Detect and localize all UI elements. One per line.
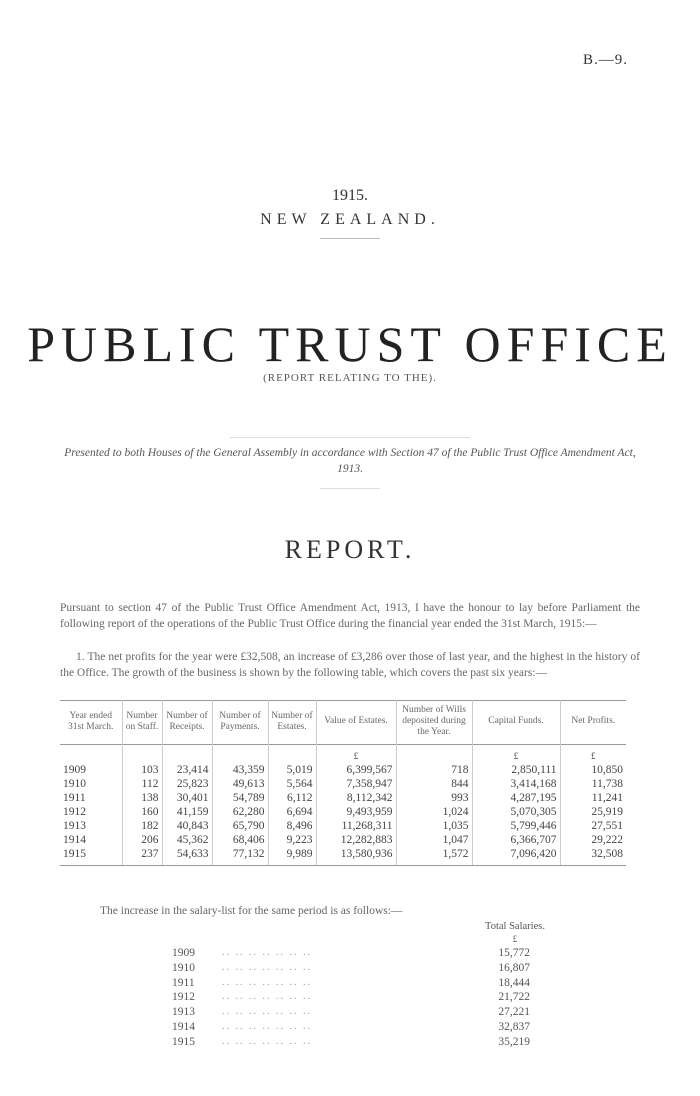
staff-cell: 206 xyxy=(122,833,162,847)
year-cell: 1910 xyxy=(60,777,122,791)
estates-cell: 9,223 xyxy=(268,833,316,847)
receipts-cell: 30,401 xyxy=(162,791,212,805)
staff-cell: 103 xyxy=(122,763,162,777)
document-title: PUBLIC TRUST OFFICE xyxy=(27,316,673,372)
wills-cell: 1,047 xyxy=(396,833,472,847)
unit-cell xyxy=(212,745,268,764)
salary-year: 1915 xyxy=(172,1035,195,1048)
table-row xyxy=(60,847,626,866)
salary-unit: £ xyxy=(512,934,518,944)
salary-value: 16,807 xyxy=(498,961,530,974)
profits-cell: 11,738 xyxy=(591,778,623,790)
unit-cell xyxy=(162,745,212,764)
divider xyxy=(320,488,380,489)
payments-cell: 62,280 xyxy=(212,805,268,819)
salary-row xyxy=(172,1020,530,1035)
unit-cell xyxy=(268,745,316,764)
estates-cell: 9,989 xyxy=(268,847,316,866)
salary-column-header: Total Salaries. xyxy=(485,921,545,932)
col-header-year: Year ended 31st March. xyxy=(60,701,122,745)
wills-cell: 844 xyxy=(396,777,472,791)
salary-value: 15,772 xyxy=(498,947,530,959)
payments-cell: 43,359 xyxy=(212,763,268,777)
wills-cell: 993 xyxy=(396,791,472,805)
dot-leader: .. .. .. .. .. .. .. xyxy=(222,991,312,1003)
salary-row xyxy=(172,946,530,961)
salary-value: 18,444 xyxy=(498,976,530,989)
salary-row xyxy=(172,961,530,976)
payments-cell: 65,790 xyxy=(212,819,268,833)
year-cell: 1912 xyxy=(60,805,122,819)
capital-cell: 7,096,420 xyxy=(472,847,560,866)
dot-leader: .. .. .. .. .. .. .. xyxy=(222,947,312,958)
publication-year: 1915. xyxy=(332,187,368,204)
table-row xyxy=(60,819,626,833)
country-heading: NEW ZEALAND. xyxy=(260,211,440,228)
unit-cell xyxy=(60,745,122,764)
table-header-row xyxy=(60,701,626,745)
dot-leader: .. .. .. .. .. .. .. xyxy=(222,976,312,988)
salary-row xyxy=(172,976,530,991)
year-cell: 1913 xyxy=(60,819,122,833)
salary-value: 21,722 xyxy=(498,991,530,1004)
salary-year: 1911 xyxy=(172,976,195,989)
dot-leader: .. .. .. .. .. .. .. xyxy=(222,1006,312,1018)
salary-row xyxy=(172,1035,530,1050)
salary-row xyxy=(172,1005,530,1020)
dot-leader: .. .. .. .. .. .. .. xyxy=(222,1020,312,1032)
salary-intro: The increase in the salary-list for the same period is as follows:— xyxy=(100,905,403,917)
salary-year: 1913 xyxy=(172,1006,195,1019)
estates-cell: 6,694 xyxy=(268,805,316,819)
staff-cell: 237 xyxy=(122,847,162,866)
payments-cell: 77,132 xyxy=(212,847,268,866)
estates-cell: 8,496 xyxy=(268,819,316,833)
table-row xyxy=(60,805,626,819)
unit-cell xyxy=(396,745,472,764)
receipts-cell: 54,633 xyxy=(162,847,212,866)
unit-cell: £ xyxy=(591,751,596,761)
salary-value: 32,837 xyxy=(498,1020,530,1033)
unit-cell xyxy=(122,745,162,764)
value-cell: 11,268,311 xyxy=(316,819,396,833)
value-cell: 13,580,936 xyxy=(316,847,396,866)
profits-cell: 29,222 xyxy=(591,834,623,846)
staff-cell: 160 xyxy=(122,805,162,819)
salary-value: 27,221 xyxy=(498,1006,530,1019)
table-row xyxy=(60,777,626,791)
table-row xyxy=(60,833,626,847)
profits-cell: 27,551 xyxy=(591,820,623,832)
col-header-staff: Number on Staff. xyxy=(122,701,162,745)
units-row xyxy=(60,745,626,764)
receipts-cell: 40,843 xyxy=(162,819,212,833)
value-cell: 6,399,567 xyxy=(316,763,396,777)
col-header-capital: Capital Funds. xyxy=(472,701,560,745)
capital-cell: 5,799,446 xyxy=(472,819,560,833)
col-header-value: Value of Estates. xyxy=(316,701,396,745)
staff-cell: 182 xyxy=(122,819,162,833)
capital-cell: 2,850,111 xyxy=(472,763,560,777)
dot-leader: .. .. .. .. .. .. .. xyxy=(222,961,312,973)
payments-cell: 68,406 xyxy=(212,833,268,847)
profits-cell: 11,241 xyxy=(591,792,623,804)
value-cell: 7,358,947 xyxy=(316,777,396,791)
salary-year: 1910 xyxy=(172,961,195,974)
dot-leader: .. .. .. .. .. .. .. xyxy=(222,1035,312,1047)
document-subtitle: (REPORT RELATING TO THE). xyxy=(263,372,437,384)
salary-row xyxy=(172,990,530,1005)
unit-cell: £ xyxy=(316,745,396,764)
receipts-cell: 41,159 xyxy=(162,805,212,819)
report-heading: REPORT. xyxy=(284,535,416,564)
salary-year: 1914 xyxy=(172,1020,195,1033)
divider xyxy=(320,238,380,239)
receipts-cell: 23,414 xyxy=(162,763,212,777)
receipts-cell: 45,362 xyxy=(162,833,212,847)
col-header-estates: Number of Estates. xyxy=(268,701,316,745)
profits-cell: 32,508 xyxy=(560,847,626,866)
intro-text: Pursuant to section 47 of the Public Trust Office Amendment Act, 1913, I have the honour to lay before Parliament the following report of the operations of the Public Trust Office during the financial year ended the 31st March, 1915:— xyxy=(60,602,640,630)
value-cell: 9,493,959 xyxy=(316,805,396,819)
estates-cell: 5,564 xyxy=(268,777,316,791)
wills-cell: 718 xyxy=(396,763,472,777)
page-reference: B.—9. xyxy=(582,52,628,68)
salary-table xyxy=(172,946,530,1050)
year-cell: 1914 xyxy=(60,833,122,847)
presentation-note: Presented to both Houses of the General Assembly in accordance with Section 47 of the Public Trust Office Amendment Act, 1913. xyxy=(64,447,636,475)
col-header-wills: Number of Wills deposited during the Year. xyxy=(396,701,472,745)
capital-cell: 3,414,168 xyxy=(472,777,560,791)
profits-cell: 10,850 xyxy=(591,764,623,776)
year-cell: 1911 xyxy=(60,791,122,805)
wills-cell: 1,572 xyxy=(396,847,472,866)
col-header-receipts: Number of Receipts. xyxy=(162,701,212,745)
table-row xyxy=(60,763,626,777)
estates-cell: 6,112 xyxy=(268,791,316,805)
estates-cell: 5,019 xyxy=(268,763,316,777)
net-profits-paragraph xyxy=(60,649,640,681)
staff-cell: 138 xyxy=(122,791,162,805)
unit-cell: £ xyxy=(472,745,560,764)
divider xyxy=(230,437,470,438)
capital-cell: 6,366,707 xyxy=(472,833,560,847)
receipts-cell: 25,823 xyxy=(162,777,212,791)
intro-paragraph xyxy=(60,600,640,632)
wills-cell: 1,024 xyxy=(396,805,472,819)
salary-value: 35,219 xyxy=(498,1035,530,1048)
year-cell: 1909 xyxy=(60,763,122,777)
staff-cell: 112 xyxy=(122,777,162,791)
salary-year: 1912 xyxy=(172,991,195,1004)
payments-cell: 54,789 xyxy=(212,791,268,805)
value-cell: 8,112,342 xyxy=(316,791,396,805)
wills-cell: 1,035 xyxy=(396,819,472,833)
statistics-table xyxy=(60,700,626,866)
value-cell: 12,282,883 xyxy=(316,833,396,847)
salary-year: 1909 xyxy=(172,947,195,959)
col-header-payments: Number of Payments. xyxy=(212,701,268,745)
capital-cell: 4,287,195 xyxy=(472,791,560,805)
payments-cell: 49,613 xyxy=(212,777,268,791)
year-cell: 1915 xyxy=(60,847,122,866)
table-row xyxy=(60,791,626,805)
net-profits-text: 1. The net profits for the year were £32,508, an increase of £3,286 over those of last year, and the highest in the history of the Office. The growth of the business is shown by the following table, which covers the past six years:— xyxy=(60,651,640,679)
col-header-profits: Net Profits. xyxy=(571,716,616,726)
capital-cell: 5,070,305 xyxy=(472,805,560,819)
profits-cell: 25,919 xyxy=(591,806,623,818)
